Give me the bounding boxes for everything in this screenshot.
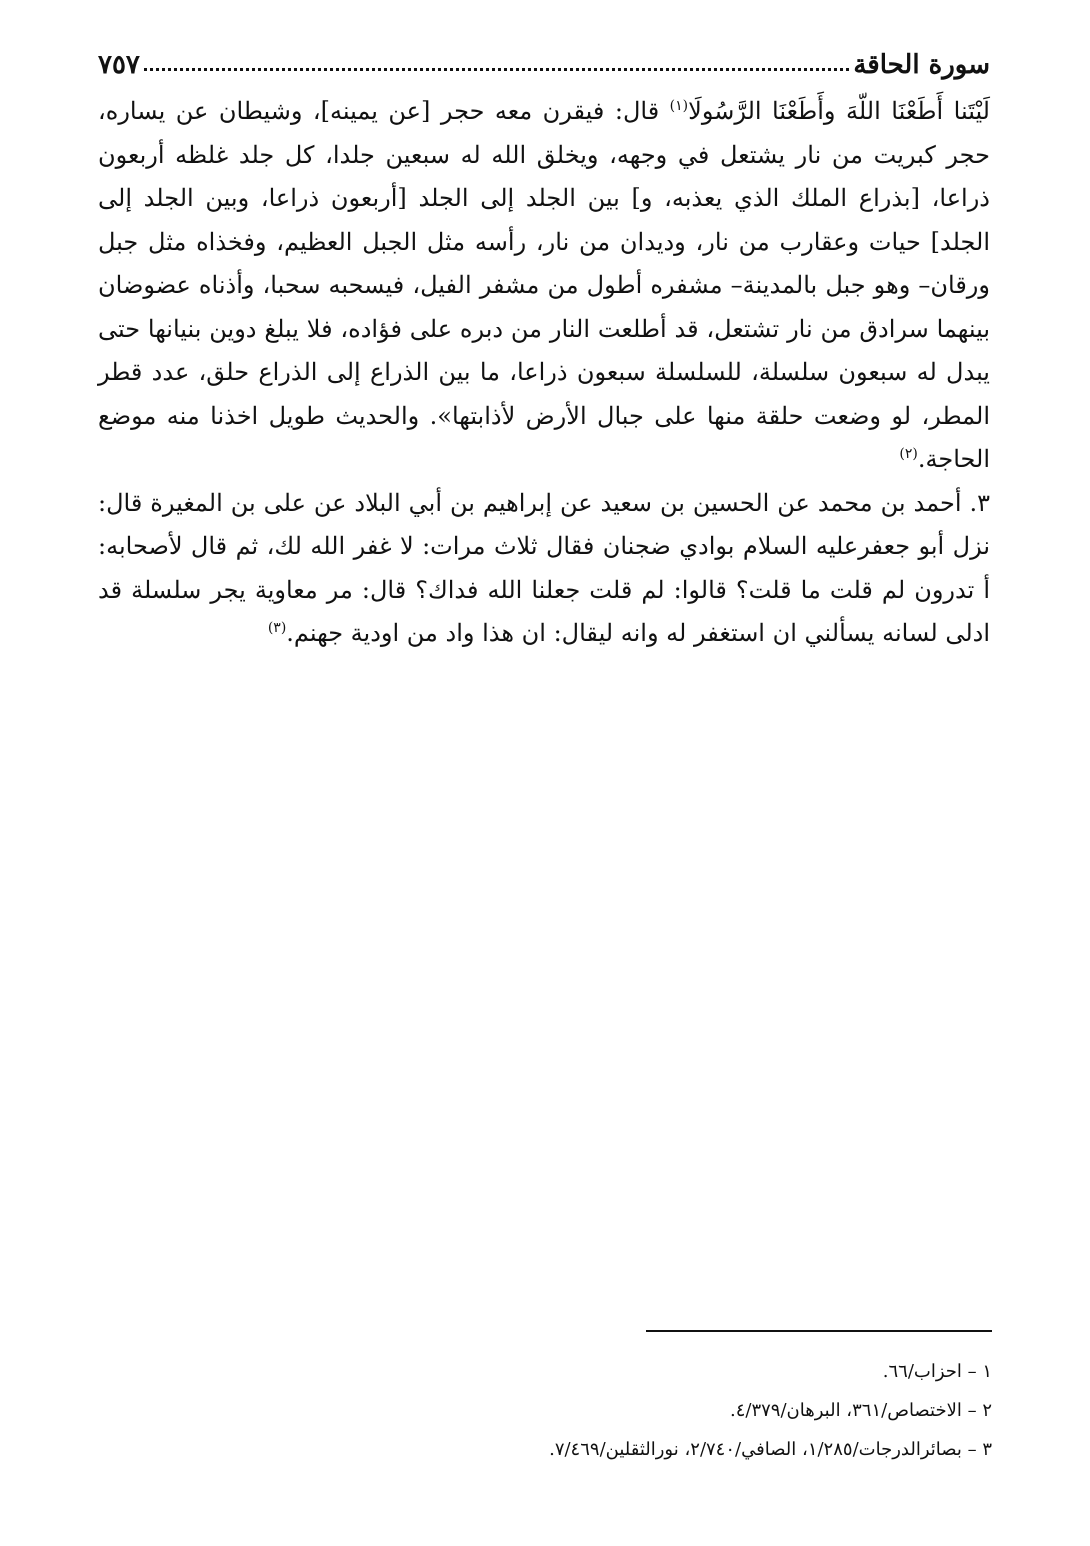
footnote-separator [646,1330,992,1332]
footnotes [100,1352,992,1469]
quran-quote: لَيْتَنا أَطَعْنَا اللّهَ وأَطَعْنَا الرَّسُولَا [688,97,990,125]
running-header [98,40,990,80]
paragraph-1-text: قال: فيقرن معه حجر [عن يمينه]، وشيطان عن يساره، حجر كبريت من نار يشتعل في وجهه، ويخلق الله له سبعين جلدا، كل جلد غلظه أربعون ذراعا، [بذراع الملك الذي يعذبه، و] بين الجلد إلى الجلد [أربعون ذراعا، وبين الجلد إلى الجلد] حيات وعقارب من نار، وديدان من نار، رأسه مثل الجبل العظيم، وفخذاه مثل جبل ورقان– وهو جبل بالمدينة– مشفره أطول من مشفر الفيل، فيسحبه سحبا، وأذناه عضوضان بينهما سرادق من نار تشتعل، قد أطلعت النار من دبره على فؤاده، فلا يبلغ دوين بنيانها حتى يبدل له سبعون سلسلة، للسلسلة سبعون ذراعا، ما بين الذراع إلى الذراع حلق، عدد قطر المطر، لو وضعت حلقة منها على جبال الأرض لأذابتها». والحديث طويل اخذنا منه موضع الحاجة. [98,97,991,473]
footnote-marker-3: (٣) [267,620,287,636]
main-text [98,90,990,656]
surah-title: سورة الحاقة [853,50,990,80]
header-dot-leader [144,68,849,71]
footnote-1: ١ – احزاب/٦٦. [882,1361,992,1382]
footnote-3: ٣ – بصائرالدرجات/١/٢٨٥، الصافي/٢/٧٤٠، نورالثقلين/٧/٤٦٩. [549,1439,992,1460]
footnote-marker-1: (١) [669,98,689,114]
footnote-2: ٢ – الاختصاص/٣٦١، البرهان/٤/٣٧٩. [729,1400,992,1421]
paragraph-2 [98,482,990,656]
paragraph-1 [98,90,990,482]
footnote-marker-2: (٢) [899,446,918,462]
page-number: ٧٥٧ [98,50,140,80]
paragraph-2-text: ٣. أحمد بن محمد عن الحسين بن سعيد عن إبراهيم بن أبي البلاد عن على بن المغيرة قال: نزل أبو جعفرعليه السلام بوادي ضجنان فقال ثلاث مرات: لا غفر الله لك، ثم قال لأصحابه: أ تدرون لم قلت ما قلت؟ قالوا: لم قلت جعلنا الله فداك؟ قال: مر معاوية يجر سلسلة قد ادلى لسانه يسألني ان استغفر له وانه ليقال: ان هذا واد من اودية جهنم. [98,488,990,647]
